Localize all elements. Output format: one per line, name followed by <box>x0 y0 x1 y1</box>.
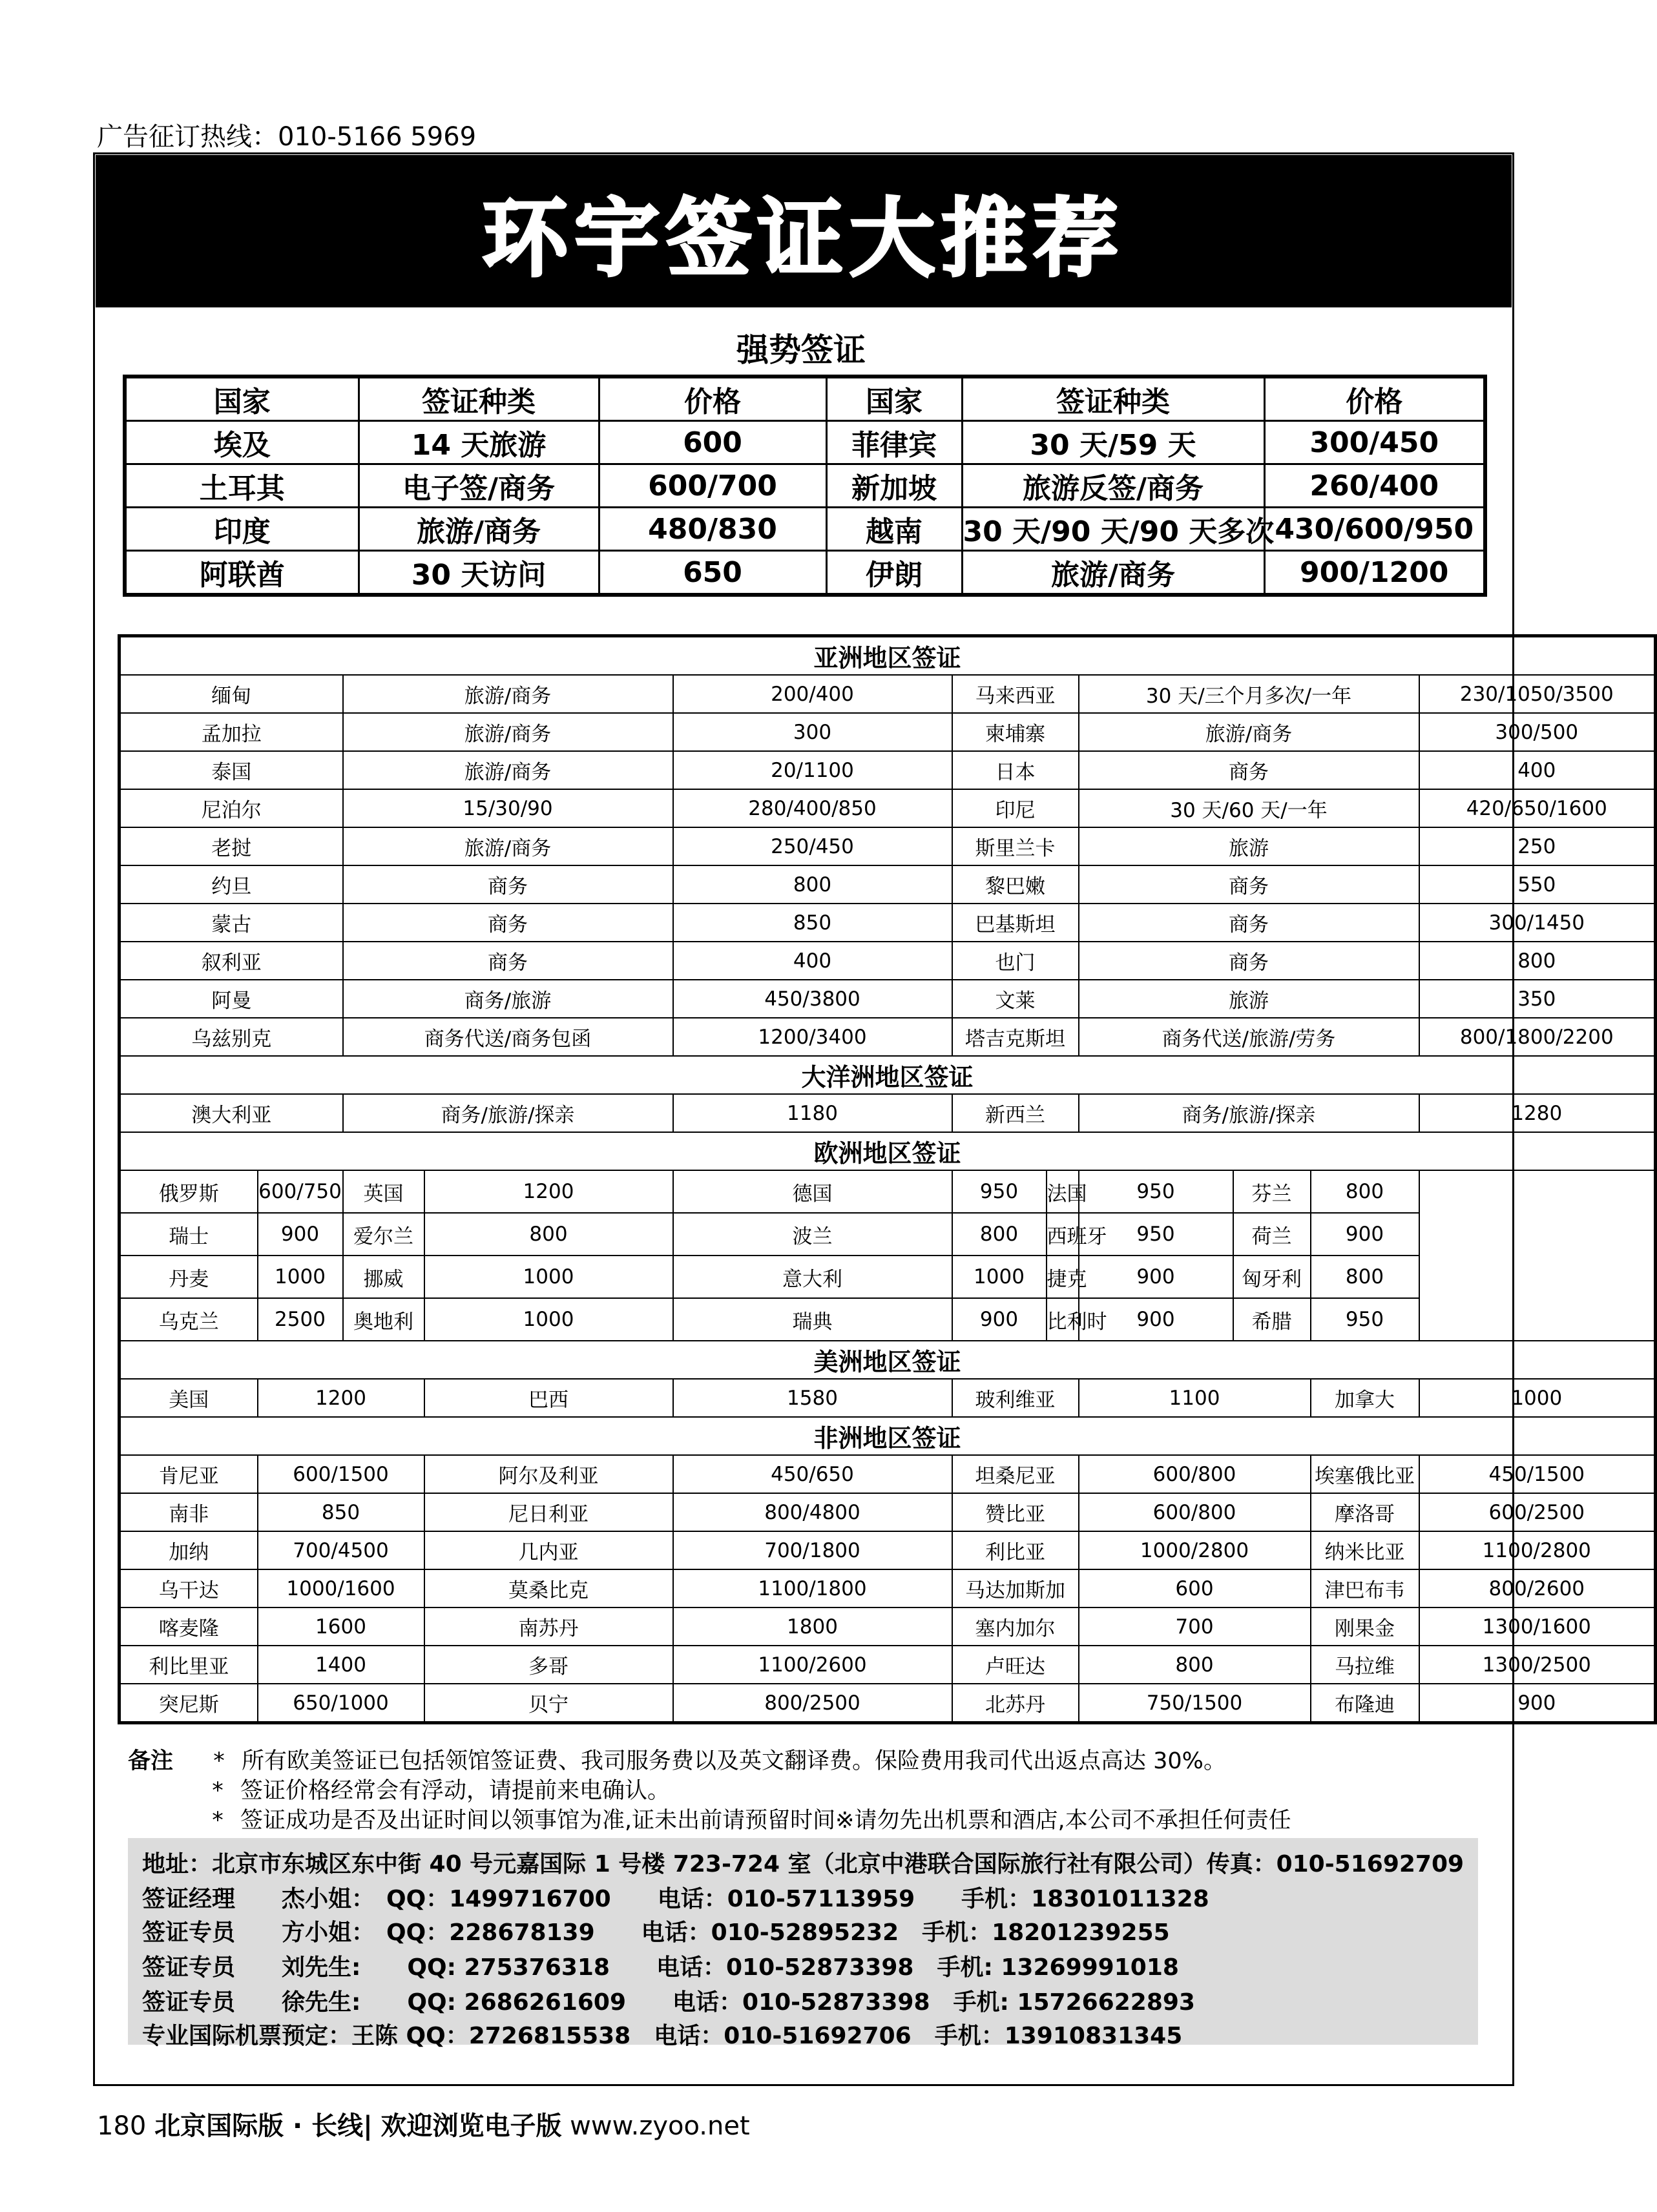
table-cell: 新加坡 <box>826 464 962 508</box>
table-row <box>125 377 1485 421</box>
table-row <box>120 1094 1656 1132</box>
publication-name: 北京国际版 · 长线| <box>154 2111 373 2141</box>
table-cell: 商务/旅游/探亲 <box>343 1094 673 1132</box>
table-cell: 希腊 <box>1233 1298 1311 1341</box>
table-cell: 乌克兰 <box>120 1298 258 1341</box>
table-row <box>120 636 1656 676</box>
table-cell: 丹麦 <box>120 1256 258 1298</box>
table-cell: 900 <box>952 1298 1047 1341</box>
table-cell: 旅游 <box>1079 980 1419 1018</box>
table-cell: 肯尼亚 <box>120 1455 258 1493</box>
table-cell: 卢旺达 <box>952 1646 1079 1684</box>
table-cell: 瑞典 <box>673 1298 952 1341</box>
table-row <box>120 1493 1656 1531</box>
table-cell: 电子签/商务 <box>359 464 599 508</box>
table-cell: 约旦 <box>120 865 343 904</box>
table-cell: 商务 <box>1079 904 1419 942</box>
table-cell: 250/450 <box>673 827 952 865</box>
table-cell: 商务 <box>343 904 673 942</box>
banner-title: 环宇签证大推荐 <box>483 189 1125 289</box>
table-cell: 1600 <box>258 1607 424 1646</box>
table-cell: 乌干达 <box>120 1569 258 1607</box>
table-cell: 300/500 <box>1419 713 1656 751</box>
table-row <box>125 421 1485 464</box>
table-cell: 泰国 <box>120 751 343 789</box>
table-cell: 400 <box>673 942 952 980</box>
section-title: 美洲地区签证 <box>120 1341 1656 1379</box>
table-cell: 法国 <box>1047 1170 1079 1213</box>
table-cell: 旅游/商务 <box>962 551 1264 595</box>
table-cell: 日本 <box>952 751 1079 789</box>
table-cell: 900 <box>1311 1213 1419 1256</box>
table-cell: 480/830 <box>599 508 826 551</box>
table-cell: 1580 <box>673 1379 952 1417</box>
table-cell: 950 <box>952 1170 1047 1213</box>
table-cell: 孟加拉 <box>120 713 343 751</box>
table-cell: 商务/旅游 <box>343 980 673 1018</box>
table-cell: 800 <box>1419 942 1656 980</box>
table-cell: 英国 <box>343 1170 424 1213</box>
table-cell: 700/4500 <box>258 1531 424 1569</box>
table-cell: 旅游/商务 <box>343 751 673 789</box>
table-cell: 文莱 <box>952 980 1079 1018</box>
table-row <box>120 1646 1656 1684</box>
table-cell: 马达加斯加 <box>952 1569 1079 1607</box>
table-row <box>120 1018 1656 1056</box>
table-cell: 1300/1600 <box>1419 1607 1656 1646</box>
table-cell: 900 <box>258 1213 343 1256</box>
table-cell: 700 <box>1079 1607 1311 1646</box>
table-cell: 菲律宾 <box>826 421 962 464</box>
contact-address: 地址：北京市东城区东中街 40 号元嘉国际 1 号楼 723-724 室（北京中港联合国际旅行社有限公司）传真：010-51692709 <box>142 1851 1464 1877</box>
table-cell: 250 <box>1419 827 1656 865</box>
table-cell: 800/2500 <box>673 1684 952 1723</box>
table-cell: 印度 <box>125 508 359 551</box>
table-row <box>120 675 1656 713</box>
table-cell: 30 天/59 天 <box>962 421 1264 464</box>
table-cell: 800 <box>952 1213 1047 1256</box>
table-cell: 商务/旅游/探亲 <box>1079 1094 1419 1132</box>
table-cell: 多哥 <box>424 1646 673 1684</box>
table-cell: 巴基斯坦 <box>952 904 1079 942</box>
section-title: 非洲地区签证 <box>120 1417 1656 1455</box>
table-cell: 商务 <box>1079 751 1419 789</box>
table-cell: 1100/2800 <box>1419 1531 1656 1569</box>
table-cell: 旅游/商务 <box>343 713 673 751</box>
table-row <box>120 980 1656 1018</box>
table-cell: 南苏丹 <box>424 1607 673 1646</box>
table-cell: 850 <box>673 904 952 942</box>
note-bullet: * <box>213 1748 225 1774</box>
table-cell: 荷兰 <box>1233 1213 1311 1256</box>
table-row <box>120 1379 1656 1417</box>
note-text: 所有欧美签证已包括领馆签证费、我司服务费以及英文翻译费。保险费用我司代出返点高达 30%。 <box>242 1748 1226 1774</box>
ad-hotline: 广告征订热线：010-5166 5969 <box>97 122 477 152</box>
table-cell: 800 <box>1311 1170 1419 1213</box>
table-cell: 纳米比亚 <box>1311 1531 1419 1569</box>
note-text: 签证成功是否及出证时间以领事馆为准,证未出前请预留时间※请勿先出机票和酒店,本公司不承担任何责任 <box>240 1808 1291 1834</box>
table-cell: 阿联酋 <box>125 551 359 595</box>
table-cell: 550 <box>1419 865 1656 904</box>
table-row <box>120 1341 1656 1379</box>
table-cell: 450/1500 <box>1419 1455 1656 1493</box>
note-1 <box>128 1746 1291 1776</box>
table-cell: 800 <box>424 1213 673 1256</box>
table-cell: 800/1800/2200 <box>1419 1018 1656 1056</box>
table-cell: 巴西 <box>424 1379 673 1417</box>
table-cell: 20/1100 <box>673 751 952 789</box>
table-row <box>120 1455 1656 1493</box>
table-cell: 旅游反签/商务 <box>962 464 1264 508</box>
table-cell: 加拿大 <box>1311 1379 1419 1417</box>
section-title: 亚洲地区签证 <box>120 636 1656 676</box>
page-number: 180 <box>97 2111 147 2141</box>
table-row <box>120 1417 1656 1455</box>
contact-line: 签证经理 杰小姐： QQ：1499716700 电话：010-57113959 手机：18301011328 <box>142 1886 1209 1912</box>
table-cell: 几内亚 <box>424 1531 673 1569</box>
footer-url[interactable]: www.zyoo.net <box>570 2111 750 2141</box>
table-cell: 黎巴嫩 <box>952 865 1079 904</box>
table-cell: 商务代送/商务包函 <box>343 1018 673 1056</box>
table-cell: 刚果金 <box>1311 1607 1419 1646</box>
table-cell: 1100/1800 <box>673 1569 952 1607</box>
table-cell: 650/1000 <box>258 1684 424 1723</box>
notes <box>128 1746 1291 1835</box>
table-cell: 喀麦隆 <box>120 1607 258 1646</box>
table-cell: 15/30/90 <box>343 789 673 827</box>
table-cell: 1300/2500 <box>1419 1646 1656 1684</box>
table-cell: 津巴布韦 <box>1311 1569 1419 1607</box>
table-cell: 1000 <box>952 1256 1047 1298</box>
table-cell: 阿尔及利亚 <box>424 1455 673 1493</box>
section-title: 大洋洲地区签证 <box>120 1056 1656 1094</box>
table-cell: 400 <box>1419 751 1656 789</box>
table-cell: 芬兰 <box>1233 1170 1311 1213</box>
table-cell: 750/1500 <box>1079 1684 1311 1723</box>
table-cell: 埃塞俄比亚 <box>1311 1455 1419 1493</box>
table-cell: 意大利 <box>673 1256 952 1298</box>
table-cell: 斯里兰卡 <box>952 827 1079 865</box>
table-cell: 挪威 <box>343 1256 424 1298</box>
table-cell: 莫桑比克 <box>424 1569 673 1607</box>
table-cell: 600/700 <box>599 464 826 508</box>
table-cell: 280/400/850 <box>673 789 952 827</box>
table-cell: 老挝 <box>120 827 343 865</box>
table-cell: 利比亚 <box>952 1531 1079 1569</box>
table-cell: 商务 <box>1079 865 1419 904</box>
contact-line: 签证专员 方小姐： QQ：228678139 电话：010-52895232 手机：18201239255 <box>142 1919 1170 1946</box>
table-cell: 800 <box>673 865 952 904</box>
table-cell: 800 <box>1079 1646 1311 1684</box>
table-cell: 1100/2600 <box>673 1646 952 1684</box>
table-cell: 商务 <box>343 865 673 904</box>
table-cell: 30 天/60 天/一年 <box>1079 789 1419 827</box>
table-cell: 印尼 <box>952 789 1079 827</box>
table-cell: 1180 <box>673 1094 952 1132</box>
table-cell: 300/1450 <box>1419 904 1656 942</box>
table-cell: 1200/3400 <box>673 1018 952 1056</box>
table-cell: 匈牙利 <box>1233 1256 1311 1298</box>
table-cell: 埃及 <box>125 421 359 464</box>
table-cell: 850 <box>258 1493 424 1531</box>
title-banner <box>96 155 1512 307</box>
table-cell: 950 <box>1079 1170 1233 1213</box>
table-row <box>120 1170 1656 1213</box>
table-row <box>120 1684 1656 1723</box>
table-cell: 爱尔兰 <box>343 1213 424 1256</box>
table-row <box>120 827 1656 865</box>
table-cell: 塞内加尔 <box>952 1607 1079 1646</box>
table-row <box>125 464 1485 508</box>
table-row <box>120 1607 1656 1646</box>
table-cell: 30 天访问 <box>359 551 599 595</box>
table-row <box>120 1132 1656 1170</box>
table-row <box>120 1531 1656 1569</box>
table-cell: 600 <box>599 421 826 464</box>
table-cell: 200/400 <box>673 675 952 713</box>
table-cell: 尼泊尔 <box>120 789 343 827</box>
table-cell: 1000 <box>424 1256 673 1298</box>
table-row <box>120 1256 1656 1298</box>
table-row <box>120 1298 1656 1341</box>
table-cell: 1000/2800 <box>1079 1531 1311 1569</box>
table-cell: 土耳其 <box>125 464 359 508</box>
table-cell: 700/1800 <box>673 1531 952 1569</box>
table-cell: 600/1500 <box>258 1455 424 1493</box>
table-cell: 450/650 <box>673 1455 952 1493</box>
table-cell: 越南 <box>826 508 962 551</box>
table-cell: 布隆迪 <box>1311 1684 1419 1723</box>
table-cell: 430/600/950 <box>1264 508 1485 551</box>
contact-line: 专业国际机票预定：王陈 QQ：2726815538 电话：010-51692706 手机：13910831345 <box>142 2023 1183 2049</box>
table-row <box>125 551 1485 595</box>
table-cell: 马拉维 <box>1311 1646 1419 1684</box>
table-cell: 1800 <box>673 1607 952 1646</box>
table-cell: 260/400 <box>1264 464 1485 508</box>
table-cell: 尼日利亚 <box>424 1493 673 1531</box>
table-cell: 2500 <box>258 1298 343 1341</box>
table-cell: 阿曼 <box>120 980 343 1018</box>
table-cell: 600/800 <box>1079 1493 1311 1531</box>
table-cell: 摩洛哥 <box>1311 1493 1419 1531</box>
table-cell: 奥地利 <box>343 1298 424 1341</box>
footer-text: 欢迎浏览电子版 <box>380 2111 562 2141</box>
header-cell: 国家 <box>125 377 359 421</box>
table-cell: 1200 <box>424 1170 673 1213</box>
table-cell: 350 <box>1419 980 1656 1018</box>
table-row <box>120 1569 1656 1607</box>
table-cell: 1100 <box>1079 1379 1311 1417</box>
table-cell: 1000/1600 <box>258 1569 424 1607</box>
table-row <box>120 904 1656 942</box>
table-cell: 赞比亚 <box>952 1493 1079 1531</box>
table-cell: 俄罗斯 <box>120 1170 258 1213</box>
page-footer <box>97 2105 750 2142</box>
table-row <box>120 1213 1656 1256</box>
note-3 <box>128 1806 1291 1835</box>
table-cell: 1200 <box>258 1379 424 1417</box>
table-cell: 600/800 <box>1079 1455 1311 1493</box>
table-cell: 旅游 <box>1079 827 1419 865</box>
strong-visa-table <box>123 375 1487 597</box>
note-bullet: * <box>212 1778 224 1804</box>
table-cell: 950 <box>1311 1298 1419 1341</box>
table-cell: 900/1200 <box>1264 551 1485 595</box>
contact-box <box>128 1838 1478 2049</box>
table-cell: 旅游/商务 <box>1079 713 1419 751</box>
table-row <box>120 1056 1656 1094</box>
table-cell: 1000 <box>1419 1379 1656 1417</box>
table-cell: 加纳 <box>120 1531 258 1569</box>
table-cell: 新西兰 <box>952 1094 1079 1132</box>
table-cell: 300/450 <box>1264 421 1485 464</box>
table-cell: 600/750 <box>258 1170 343 1213</box>
table-cell: 玻利维亚 <box>952 1379 1079 1417</box>
table-cell: 伊朗 <box>826 551 962 595</box>
table-row <box>120 865 1656 904</box>
section-title: 欧洲地区签证 <box>120 1132 1656 1170</box>
table-cell: 950 <box>1079 1213 1233 1256</box>
contact-line: 签证专员 徐先生: QQ: 2686261609 电话：010-52873398 手机: 15726622893 <box>142 1989 1195 2016</box>
table-cell: 波兰 <box>673 1213 952 1256</box>
table-cell: 比利时 <box>1047 1298 1079 1341</box>
table-cell: 旅游/商务 <box>343 675 673 713</box>
table-cell: 450/3800 <box>673 980 952 1018</box>
table-cell: 马来西亚 <box>952 675 1079 713</box>
table-cell: 800/4800 <box>673 1493 952 1531</box>
table-cell: 捷克 <box>1047 1256 1079 1298</box>
table-row <box>120 942 1656 980</box>
header-cell: 签证种类 <box>359 377 599 421</box>
header-cell: 价格 <box>1264 377 1485 421</box>
table-cell: 1000 <box>258 1256 343 1298</box>
table-cell: 塔吉克斯坦 <box>952 1018 1079 1056</box>
table-cell: 蒙古 <box>120 904 343 942</box>
table-cell: 利比里亚 <box>120 1646 258 1684</box>
table-cell: 德国 <box>673 1170 952 1213</box>
table-cell: 旅游/商务 <box>343 827 673 865</box>
table-cell: 缅甸 <box>120 675 343 713</box>
table-cell: 乌兹别克 <box>120 1018 343 1056</box>
table-cell: 美国 <box>120 1379 258 1417</box>
table-cell: 旅游/商务 <box>359 508 599 551</box>
table-row <box>120 713 1656 751</box>
table-cell: 900 <box>1079 1298 1233 1341</box>
notes-label: 备注 <box>128 1748 174 1774</box>
table-cell: 600/2500 <box>1419 1493 1656 1531</box>
table-row <box>120 789 1656 827</box>
table-cell: 30 天/90 天/90 天多次 <box>962 508 1264 551</box>
header-cell: 价格 <box>599 377 826 421</box>
table-cell: 北苏丹 <box>952 1684 1079 1723</box>
contact-line: 签证专员 刘先生: QQ: 275376318 电话：010-52873398 手机: 13269991018 <box>142 1954 1179 1981</box>
table-cell: 商务 <box>1079 942 1419 980</box>
table-cell: 900 <box>1419 1684 1656 1723</box>
header-cell: 国家 <box>826 377 962 421</box>
table-cell: 300 <box>673 713 952 751</box>
table-cell: 1280 <box>1419 1094 1656 1132</box>
table-cell: 1000 <box>424 1298 673 1341</box>
note-2 <box>128 1776 1291 1806</box>
note-bullet: * <box>212 1808 224 1834</box>
table-cell: 南非 <box>120 1493 258 1531</box>
table-cell: 1400 <box>258 1646 424 1684</box>
table-cell: 瑞士 <box>120 1213 258 1256</box>
table-cell: 叙利亚 <box>120 942 343 980</box>
regional-visa-table <box>118 634 1657 1724</box>
table-cell: 澳大利亚 <box>120 1094 343 1132</box>
table-cell: 柬埔寨 <box>952 713 1079 751</box>
table-row <box>120 751 1656 789</box>
note-text: 签证价格经常会有浮动，请提前来电确认。 <box>240 1778 671 1804</box>
table-cell: 420/650/1600 <box>1419 789 1656 827</box>
table-cell: 900 <box>1079 1256 1233 1298</box>
table-cell: 600 <box>1079 1569 1311 1607</box>
table-cell: 商务代送/旅游/劳务 <box>1079 1018 1419 1056</box>
table-cell: 商务 <box>343 942 673 980</box>
table-cell: 突尼斯 <box>120 1684 258 1723</box>
table-cell: 230/1050/3500 <box>1419 675 1656 713</box>
strong-visa-title: 强势签证 <box>736 331 866 369</box>
table-cell: 14 天旅游 <box>359 421 599 464</box>
table-cell: 贝宁 <box>424 1684 673 1723</box>
table-cell: 30 天/三个月多次/一年 <box>1079 675 1419 713</box>
table-row <box>125 508 1485 551</box>
header-cell: 签证种类 <box>962 377 1264 421</box>
table-cell: 也门 <box>952 942 1079 980</box>
table-cell: 650 <box>599 551 826 595</box>
table-cell: 西班牙 <box>1047 1213 1079 1256</box>
table-cell: 坦桑尼亚 <box>952 1455 1079 1493</box>
table-cell: 800 <box>1311 1256 1419 1298</box>
table-cell: 800/2600 <box>1419 1569 1656 1607</box>
